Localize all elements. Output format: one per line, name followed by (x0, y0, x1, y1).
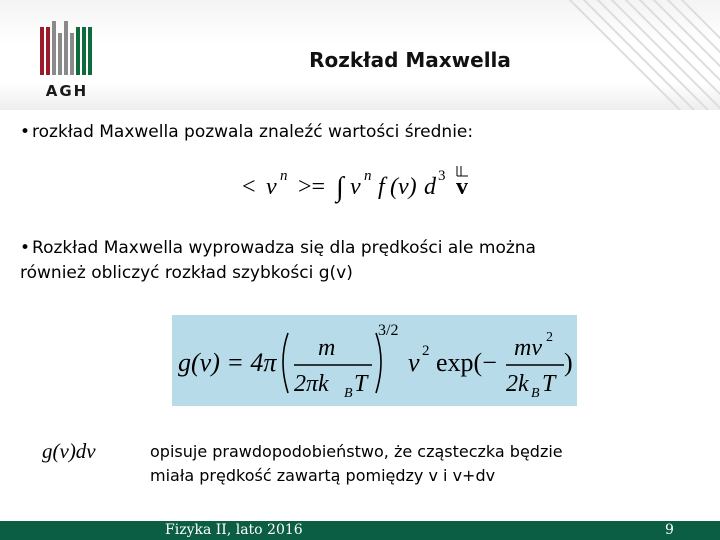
eq-gdv: g(v)dv (42, 439, 96, 463)
maxwell-speed-equation (172, 315, 577, 406)
eq-integral: ∫ (336, 172, 344, 203)
slide-header (0, 0, 720, 110)
eq-num1: m (318, 335, 336, 361)
desc-line2: miała prędkość zawartą pomiędzy v i v+dv (150, 466, 496, 485)
eq-exp1: 3/2 (378, 322, 399, 339)
eq-v: v (408, 348, 420, 377)
eq-lhs: g(v) = 4π (178, 348, 277, 377)
slide-title: Rozkład Maxwella (309, 48, 511, 72)
agh-logo-emblem (36, 15, 96, 79)
bullet-text-line1: Rozkład Maxwella wyprowadza się dla prędkości ale można (32, 238, 536, 258)
page-number: 9 (665, 522, 674, 538)
agh-logo (36, 15, 96, 110)
bullet-mean-values (20, 122, 473, 142)
eq-v: v (266, 174, 277, 200)
eq-den1T: T (354, 371, 368, 397)
slide-footer (0, 521, 720, 540)
bullet-speed-distribution (20, 236, 700, 286)
eq-den2T: T (542, 371, 556, 397)
maxwell-equation-box (172, 315, 577, 406)
eq-lt: < (242, 174, 256, 200)
eq-sub1: B (344, 386, 353, 401)
gdv-expression (40, 436, 120, 468)
eq-f: f (378, 174, 385, 200)
eq-gteq: >= (298, 174, 326, 200)
bullet-text-line2: również obliczyć rozkład szybkości g(v) (20, 263, 353, 283)
eq-n: n (280, 168, 288, 184)
eq-num2sq: 2 (546, 330, 553, 345)
desc-line1: opisuje prawdopodobieństwo, że cząsteczka będzie (150, 442, 563, 461)
eq-close: ) (564, 348, 573, 377)
eq-sq: 2 (422, 343, 430, 359)
bullet-text: rozkład Maxwella pozwala znaleźć wartości średnie: (32, 122, 474, 142)
gdv-description (150, 440, 690, 488)
eq-expfun: exp(− (436, 348, 497, 377)
eq-d: d (424, 174, 436, 200)
eq-num2: mv (514, 335, 542, 361)
bullet-marker: • (20, 122, 31, 142)
agh-logo-text: AGH (45, 82, 89, 100)
bullet-marker: • (20, 238, 31, 258)
eq-arg: (v) (390, 174, 417, 200)
footer-course-label: Fizyka II, lato 2016 (165, 522, 303, 538)
eq-v2: v (350, 174, 361, 200)
eq-vec: v (456, 174, 468, 200)
mean-value-equation (240, 162, 480, 207)
eq-den2: 2k (506, 371, 529, 397)
eq-den1: 2πk (294, 371, 329, 397)
eq-n2: n (364, 168, 372, 184)
eq-sub2: B (531, 386, 540, 401)
eq-three: 3 (438, 168, 446, 184)
